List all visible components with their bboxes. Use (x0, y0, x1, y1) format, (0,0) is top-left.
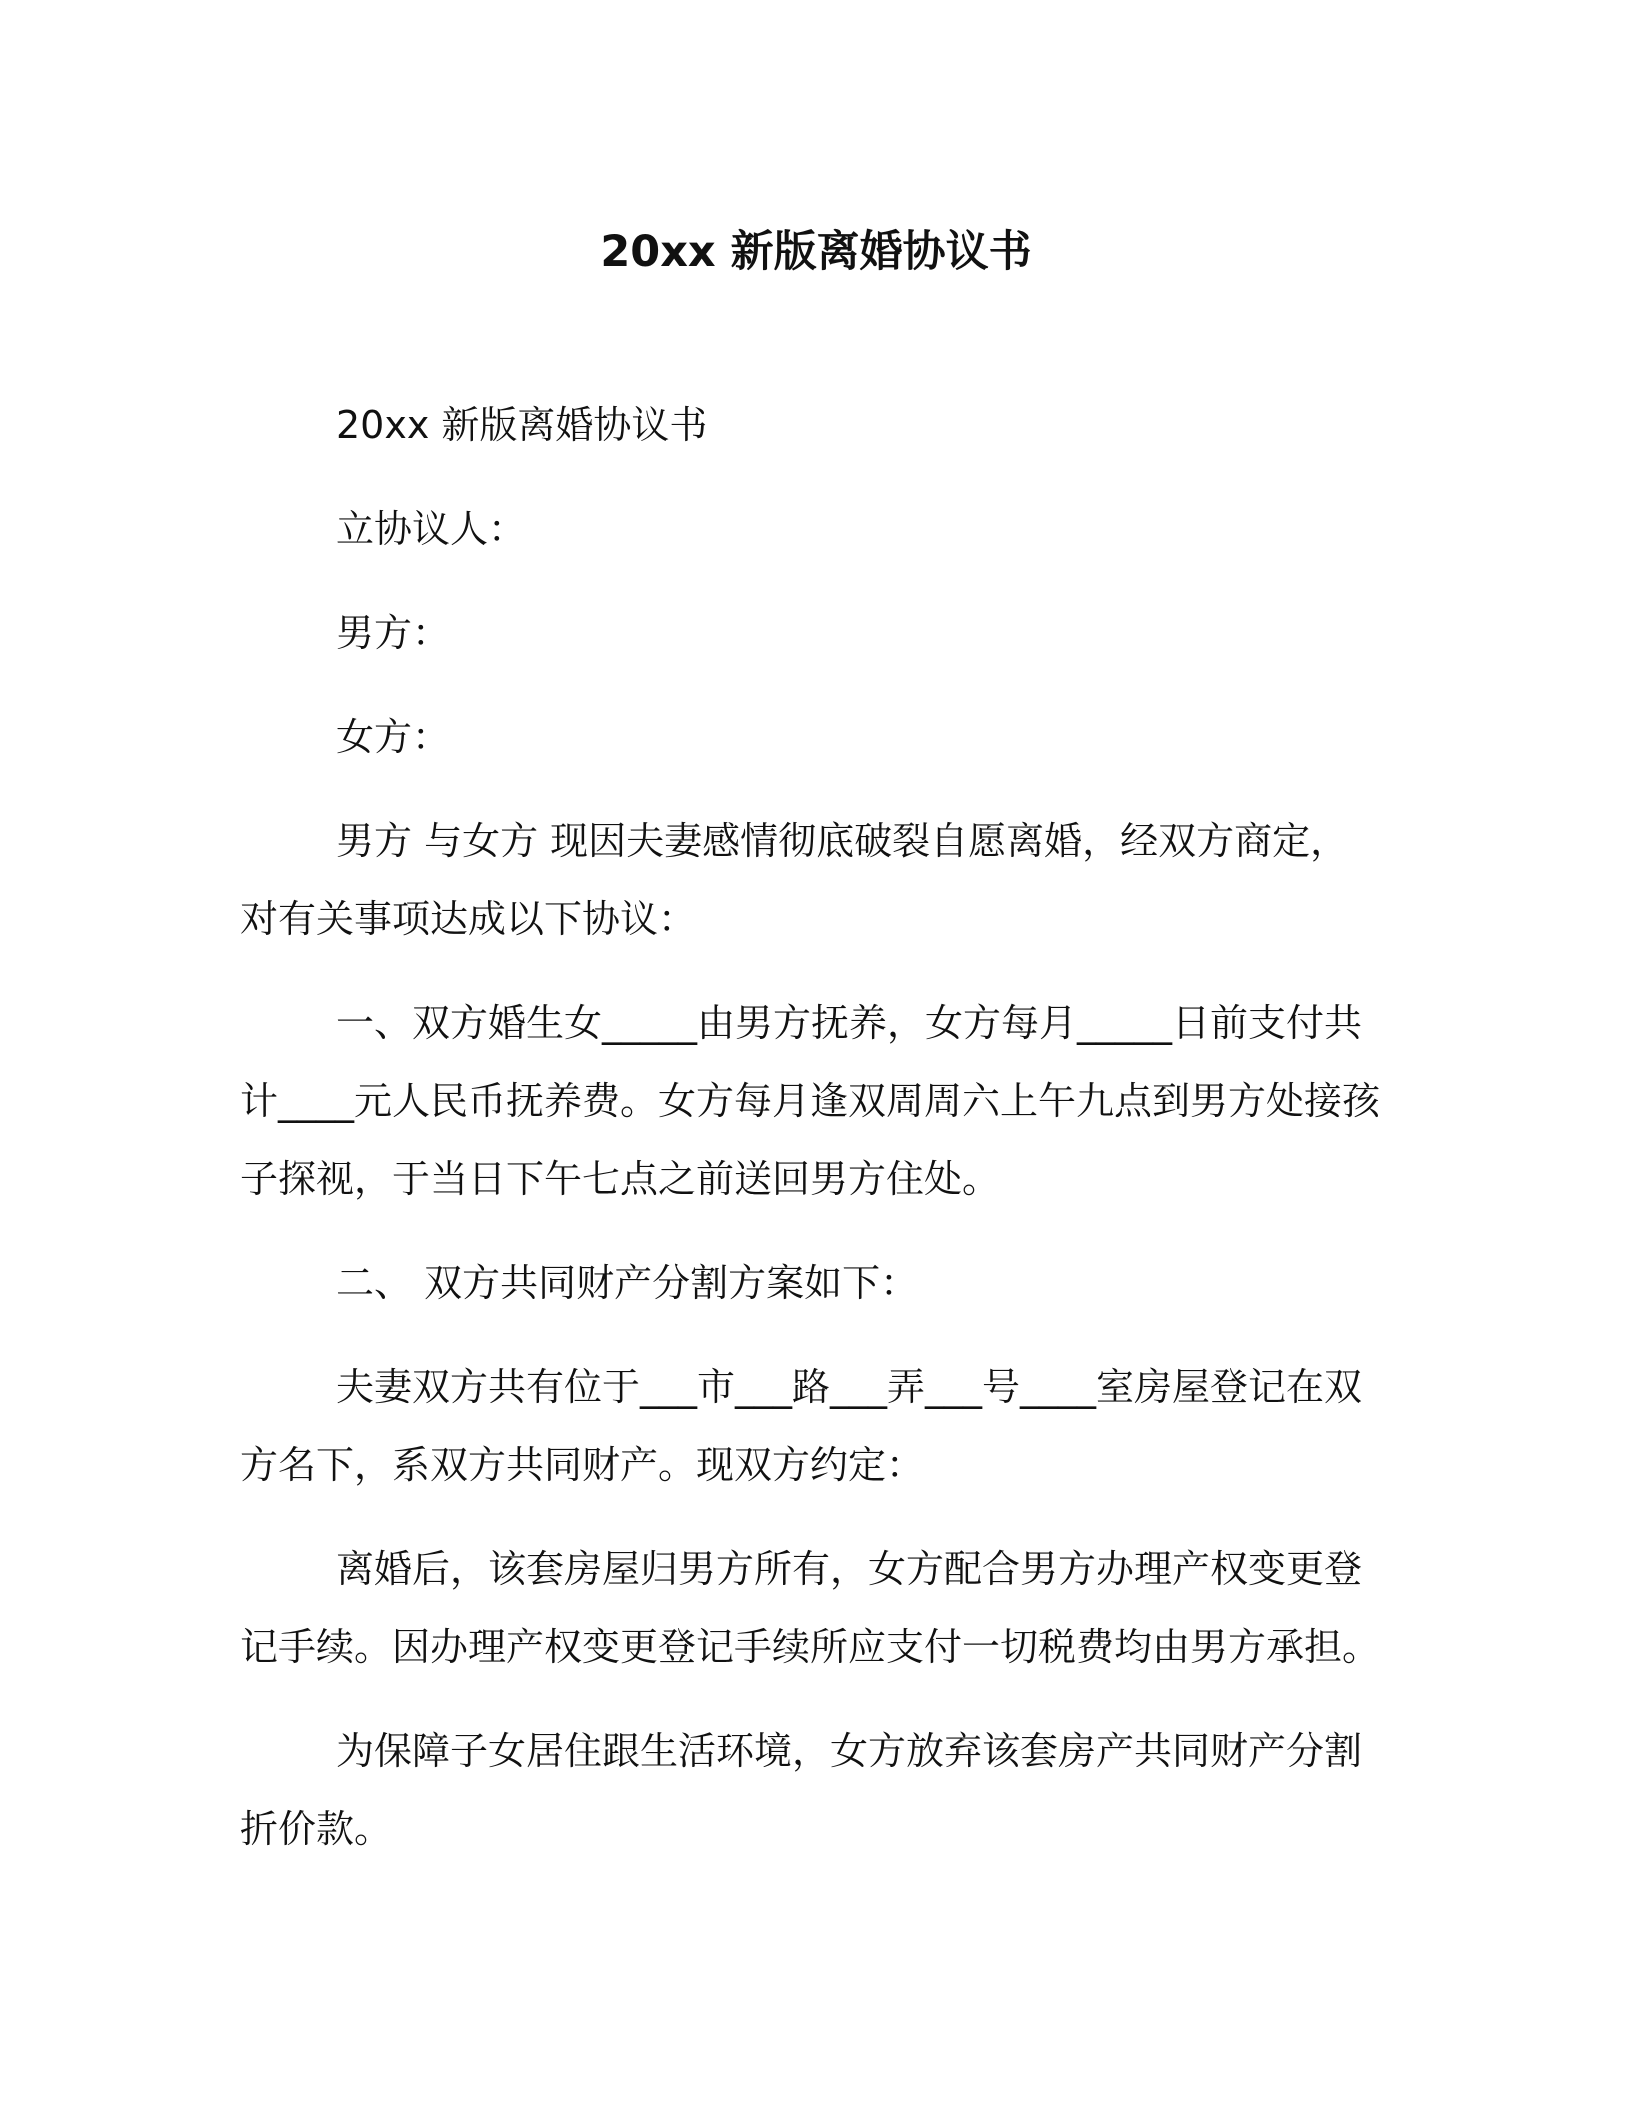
document-title: 20xx 新版离婚协议书 (600, 227, 1032, 277)
property-paragraph: 夫妻双方共有位于___市___路___弄___号____室房屋登记在双方名下，系双方共同财产。现双方约定： (240, 1365, 1363, 1487)
male-party-paragraph: 男方： (336, 611, 451, 655)
document-body (240, 386, 1380, 1868)
clause-one-paragraph: 一、双方婚生女_____由男方抚养，女方每月_____日前支付共计____元人民币抚养费。女方每月逢双周周六上午九点到男方处接孩子探视，于当日下午七点之前送回男方住处。 (240, 1001, 1381, 1201)
preamble-paragraph: 男方 与女方 现因夫妻感情彻底破裂自愿离婚，经双方商定，对有关事项达成以下协议： (240, 819, 1349, 941)
subtitle-paragraph: 20xx 新版离婚协议书 (336, 403, 708, 447)
waiver-paragraph: 为保障子女居住跟生活环境，女方放弃该套房产共同财产分割折价款。 (240, 1729, 1363, 1851)
house-ownership-paragraph: 离婚后，该套房屋归男方所有，女方配合男方办理产权变更登记手续。因办理产权变更登记手续所应支付一切税费均由男方承担。 (240, 1547, 1381, 1669)
parties-heading-paragraph: 立协议人： (336, 507, 527, 551)
clause-two-heading-paragraph: 二、 双方共同财产分割方案如下： (336, 1261, 919, 1305)
female-party-paragraph: 女方： (336, 715, 451, 759)
